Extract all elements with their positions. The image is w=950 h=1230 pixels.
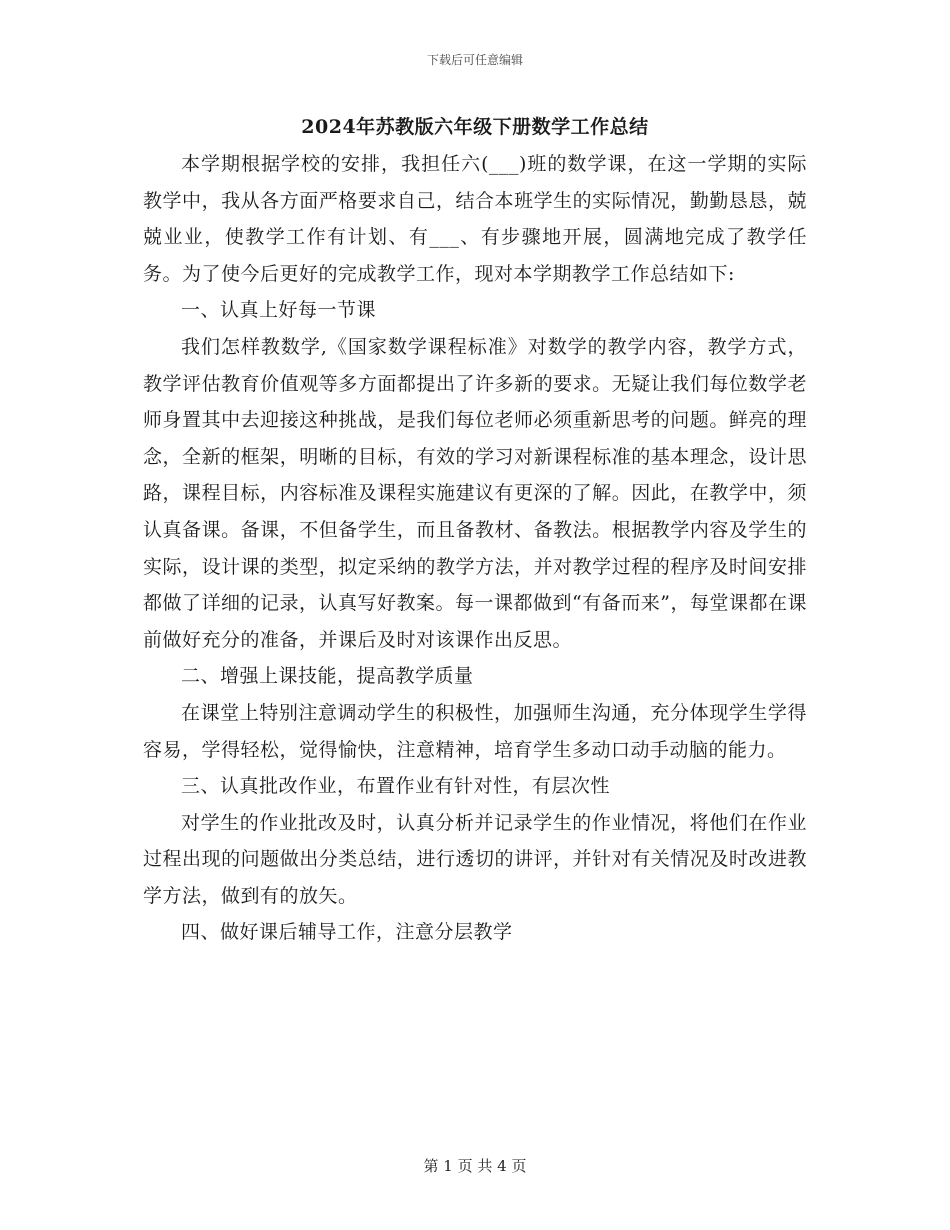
section-heading-1: 一、认真上好每一节课 — [181, 299, 377, 322]
page-number: 第 1 页 共 4 页 — [423, 1157, 527, 1175]
section-heading-2: 二、增强上课技能，提高教学质量 — [181, 665, 474, 688]
document-body — [143, 146, 807, 951]
section-body-2: 在课堂上特别注意调动学生的积极性，加强师生沟通，充分体现学生学得容易，学得轻松，觉得愉快，注意精神，培育学生多动口动手动脑的能力。 — [143, 701, 807, 761]
section-body-3: 对学生的作业批改及时，认真分析并记录学生的作业情况，将他们在作业过程出现的问题做出分类总结，进行透切的讲评，并针对有关情况及时改进教学方法，做到有的放矢。 — [143, 811, 807, 907]
document-title: 2024年苏教版六年级下册数学工作总结 — [301, 116, 649, 138]
section-body-1: 我们怎样教数学,《国家数学课程标准》对数学的教学内容，教学方式，教学评估教育价值观等多方面都提出了许多新的要求。无疑让我们每位数学老师身置其中去迎接这种挑战，是我们每位老师必须重新思考的问题。鲜亮的理念，全新的框架，明晰的目标，有效的学习对新课程标准的基本理念，设计思路，课程目标，内容标准及课程实施建议有更深的了解。因此，在教学中，须认真备课。备课，不但备学生，而且备教材、备教法。根据教学内容及学生的实际，设计课的类型，拟定采纳的教学方法，并对教学过程的程序及时间安排都做了详细的记录，认真写好教案。每一课都做到“有备而来”，每堂课都在课前做好充分的准备，并课后及时对该课作出反思。 — [143, 335, 807, 651]
intro-paragraph: 本学期根据学校的安排，我担任六(___)班的数学课，在这一学期的实际教学中，我从各方面严格要求自己，结合本班学生的实际情况，勤勤恳恳，兢兢业业，使教学工作有计划、有___、有步骤地开展，圆满地完成了教学任务。为了使今后更好的完成教学工作，现对本学期教学工作总结如下: — [143, 153, 807, 285]
page-header-note: 下载后可任意编辑 — [426, 53, 523, 67]
section-heading-4: 四、做好课后辅导工作，注意分层教学 — [181, 921, 513, 944]
section-heading-3: 三、认真批改作业，布置作业有针对性，有层次性 — [181, 775, 611, 798]
